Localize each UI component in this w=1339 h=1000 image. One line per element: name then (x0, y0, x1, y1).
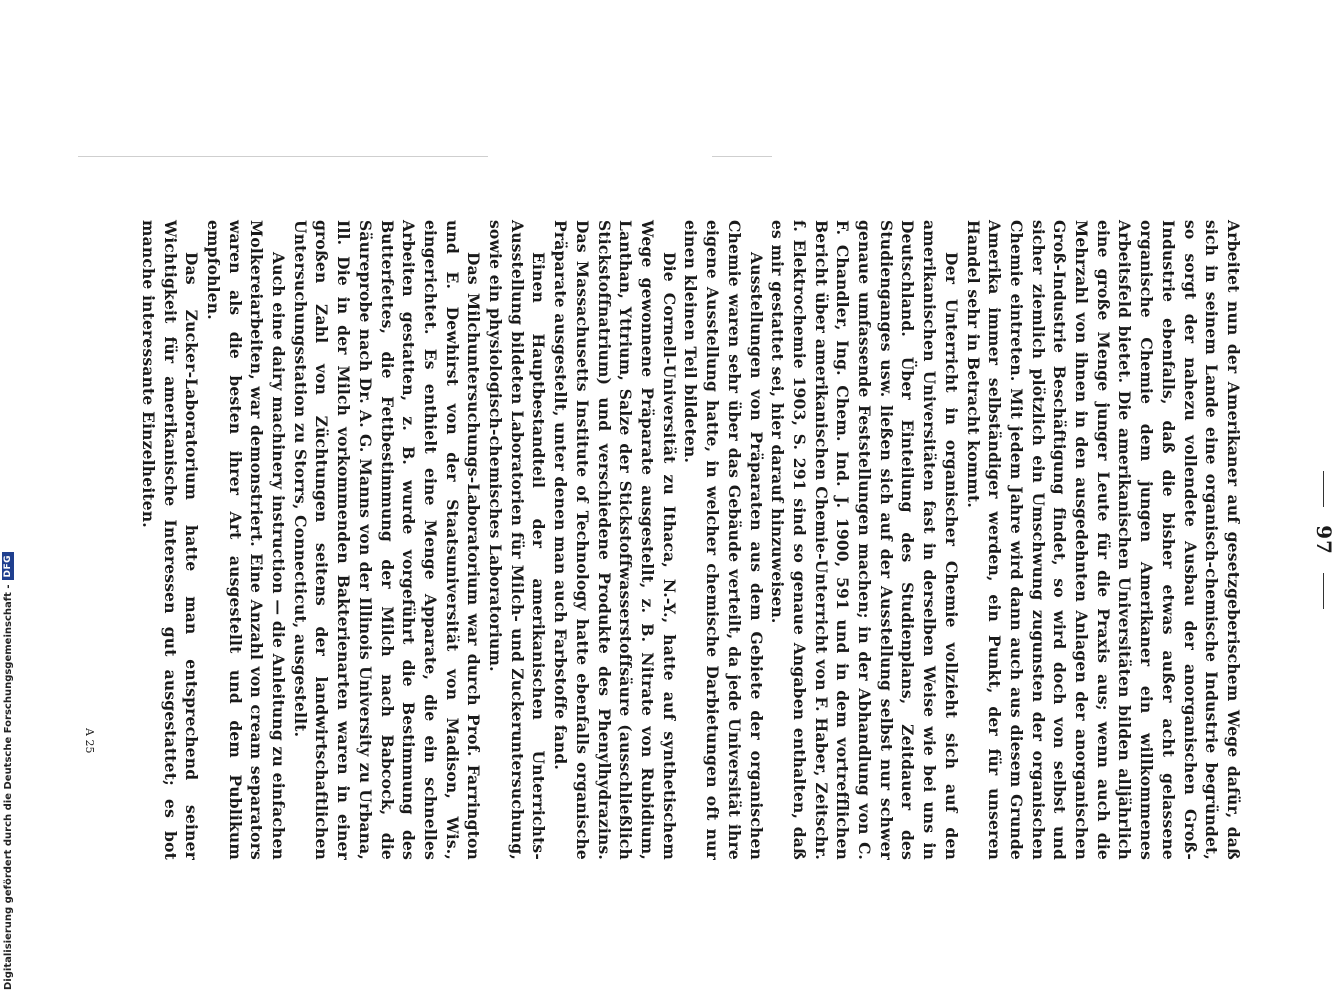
paragraph: Der Unterricht in organischer Chemie vollzieht sich auf den amerikanischen Universitäten fast in derselben Weise wie bei uns in Deutschland. Über Einteilung des Studienplans, Zeitdauer des Studienganges usw. ließen sich auf der Ausstellung selbst nur schwer genaue umfassende Feststellungen machen; in der Abhandlung von C. F. Chandler, Ing. Chem. Ind. J. 1900, 591 und in dem vortrefflichen Bericht über amerikanischen Chemie-Unterricht von F. Haber, Zeitschr. f. Elektrochemie 1903, S. 291 sind so genaue Angaben enthalten, daß es mir gestattet sei, hier darauf hinzuweisen. (768, 220, 961, 860)
funding-note: Digitalisierung gefördert durch die Deutsche Forschungsgemeinschaft - (2, 584, 14, 990)
body-text (137, 220, 1244, 860)
paragraph: Arbeitet nun der Amerikaner auf gesetzgeberischem Wege dafür, daß sich in seinem Lande eine organisch-chemische Industrie begründet, so sorgt der nahezu vollendete Ausbau der anorganischen Groß-Industrie ebenfalls, daß die bisher etwas außer acht gelassene organische Chemie dem jungen Amerikaner ein willkommenes Arbeitsfeld bietet. Die amerikanischen Universitäten bilden alljährlich eine große Menge junger Leute für die Praxis aus; wenn auch die Mehrzahl von ihnen in den ausgedehnten Anlagen der anorganischen Groß-Industrie Beschäftigung findet, so wird doch von selbst und sicher ziemlich plötzlich ein Umschwung zugunsten der organischen Chemie eintreten. Mit jedem Jahre wird dann auch aus diesem Grunde Amerika immer selbständiger werden, ein Punkt, der für unseren Handel sehr in Betracht kommt. (963, 220, 1243, 860)
paragraph: Auch eine dairy machinery instruction — die Anleitung zu einfachen Molkereiarbeiten, war demonstriert. Eine Anzahl von cream separators waren als die besten ihrer Art ausgestellt und dem Publikum empfohlen. (203, 220, 289, 860)
page-number: 97 (1312, 525, 1336, 555)
scan-mark-left (78, 156, 488, 157)
paragraph: Das Milchuntersuchungs-Laboratorium war durch Prof. Farrington und E. Dewhirst von der Staatsuniversität von Madison, Wis., eingerichtet. Es enthielt eine Menge Apparate, die ein schnelles Arbeiten gestatten, z. B. wurde vorgeführt die Bestimmung des Butterfettes, die Fettbestimmung der Milch nach Babcock, die Säureprobe nach Dr. A. G. Manns von der Illinois University zu Urbana, Ill. Die in der Milch vorkommenden Bakterienarten waren in einer großen Zahl von Züchtungen seitens der landwirtschaftlichen Untersuchungsstation zu Storrs, Connecticut, ausgestellt. (290, 220, 484, 860)
paragraph: Das Zucker-Laboratorium hatte man entsprechend seiner Wichtigkeit für amerikanische Interessen gut ausgestattet; es bot manche interessante Einzelheiten. (138, 220, 202, 860)
funding-sidebar (2, 552, 14, 990)
rotated-page (94, 220, 1336, 860)
header-rule-left (1324, 471, 1325, 507)
dfg-logo-icon: DFG (2, 552, 14, 581)
header-rule-right (1324, 573, 1325, 609)
paragraph: Die Cornell-Universität zu Ithaca, N.-Y., hatte auf synthetischem Wege gewonnene Präparate ausgestellt, z. B. Nitrate von Rubidium, Lanthan, Yttrium, Salze der Stickstoffwasserstoffsäure (ausschließlich Stickstoffnatrium) und verschiedene Produkte des Phenylhydrazins. Das Massachusetts Institute of Technology hatte ebenfalls organische Präparate ausgestellt, unter denen man auch Farbstoffe fand. (551, 220, 679, 860)
sheet-signature: A 25 (83, 728, 96, 754)
paragraph: Ausstellungen von Präparaten aus dem Gebiete der organischen Chemie waren sehr über das Gebäude verteilt, da jede Universität ihre eigene Ausstellung hatte, in welcher chemische Darbietungen oft nur einen kleinen Teil bildeten. (681, 220, 766, 860)
page-header (1309, 220, 1339, 860)
scan-mark-right (712, 156, 772, 157)
paragraph: Einen Hauptbestandteil der amerikanischen Unterrichts-Ausstellung bildeten Laboratorien für Milch- und Zuckeruntersuchung, sowie ein physiologisch-chemisches Laboratorium. (486, 220, 549, 860)
